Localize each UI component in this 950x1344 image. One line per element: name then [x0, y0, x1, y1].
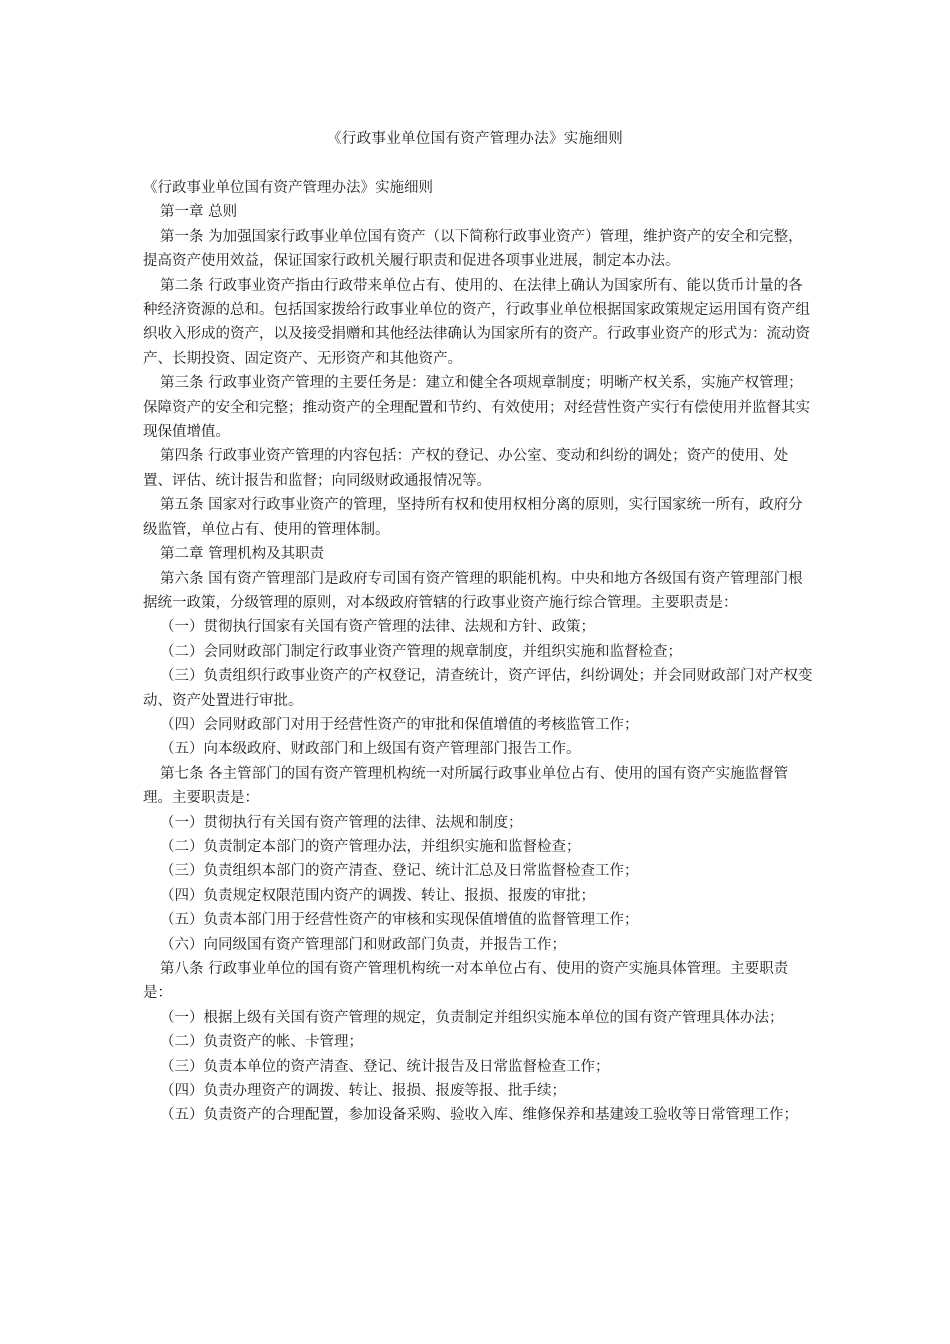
paragraph: （一）根据上级有关国有资产管理的规定，负责制定并组织实施本单位的国有资产管理具体办法； [160, 1009, 784, 1026]
paragraph: （一）贯彻执行国家有关国有资产管理的法律、法规和方针、政策； [160, 619, 595, 636]
paragraph: 第三条 行政事业资产管理的主要任务是：建立和健全各项规章制度；明晰产权关系，实施产权管理；保障资产的安全和完整；推动资产的全理配置和节约、有效使用；对经营性资产实行有偿使用并监督其实现保值增值。 [143, 375, 810, 441]
document-body [143, 176, 815, 1128]
paragraph: 第六条 国有资产管理部门是政府专司国有资产管理的职能机构。中央和地方各级国有资产管理部门根据统一政策，分级管理的原则，对本级政府管辖的行政事业资产施行综合管理。主要职责是： [143, 570, 803, 611]
paragraph: （三）负责组织本部门的资产清查、登记、统计汇总及日常监督检查工作； [160, 863, 639, 880]
paragraph: （三）负责组织行政事业资产的产权登记，清查统计，资产评估，纠纷调处；并会同财政部门对产权变动、资产处置进行审批。 [143, 668, 813, 709]
paragraph: 第二章 管理机构及其职责 [160, 546, 325, 563]
paragraph: （一）贯彻执行有关国有资产管理的法律、法规和制度； [160, 814, 523, 831]
paragraph: 第二条 行政事业资产指由行政带来单位占有、使用的、在法律上确认为国家所有、能以货币计量的各种经济资源的总和。包括国家拨给行政事业单位的资产，行政事业单位根据国家政策规定运用国有资产组织收入形成的资产，以及接受捐赠和其他经法律确认为国家所有的资产。行政事业资产的形式为：流动资产、长期投资、固定资产、无形资产和其他资产。 [143, 277, 810, 367]
paragraph: （三）负责本单位的资产清查、登记、统计报告及日常监督检查工作； [160, 1058, 610, 1075]
document-title: 《行政事业单位国有资产管理办法》实施细则 [327, 131, 623, 147]
paragraph: （五）负责资产的合理配置，参加设备采购、验收入库、维修保养和基建竣工验收等日常管理工作； [160, 1107, 798, 1124]
paragraph: 第四条 行政事业资产管理的内容包括：产权的登记、办公室、变动和纠纷的调处；资产的使用、处置、评估、统计报告和监督；向同级财政通报情况等。 [143, 448, 789, 489]
paragraph: （五）向本级政府、财政部门和上级国有资产管理部门报告工作。 [160, 741, 581, 758]
paragraph: （四）负责规定权限范围内资产的调拨、转让、报损、报废的审批； [160, 887, 595, 904]
paragraph: （二）负责资产的帐、卡管理； [160, 1034, 363, 1051]
paragraph: （六）向同级国有资产管理部门和财政部门负责，并报告工作； [160, 936, 566, 953]
paragraph: 第一章 总则 [160, 204, 238, 221]
paragraph: （四）负责办理资产的调拨、转让、报损、报废等报、批手续； [160, 1083, 566, 1100]
paragraph: （五）负责本部门用于经营性资产的审核和实现保值增值的监督管理工作； [160, 912, 639, 929]
paragraph: （四）会同财政部门对用于经营性资产的审批和保值增值的考核监管工作； [160, 716, 639, 733]
paragraph: 《行政事业单位国有资产管理办法》实施细则 [143, 180, 433, 196]
paragraph: 第一条 为加强国家行政事业单位国有资产（以下简称行政事业资产）管理，维护资产的安全和完整，提高资产使用效益，保证国家行政机关履行职责和促进各项事业进展，制定本办法。 [143, 228, 803, 270]
paragraph: （二）负责制定本部门的资产管理办法，并组织实施和监督检查； [160, 838, 581, 855]
paragraph: 第七条 各主管部门的国有资产管理机构统一对所属行政事业单位占有、使用的国有资产实施监督管理。主要职责是： [143, 765, 789, 807]
paragraph: （二）会同财政部门制定行政事业资产管理的规章制度，并组织实施和监督检查； [160, 643, 682, 660]
paragraph: 第五条 国家对行政事业资产的管理，坚持所有权和使用权相分离的原则，实行国家统一所有，政府分级监管，单位占有、使用的管理体制。 [143, 497, 803, 538]
paragraph: 第八条 行政事业单位的国有资产管理机构统一对本单位占有、使用的资产实施具体管理。主要职责是： [143, 961, 789, 1002]
